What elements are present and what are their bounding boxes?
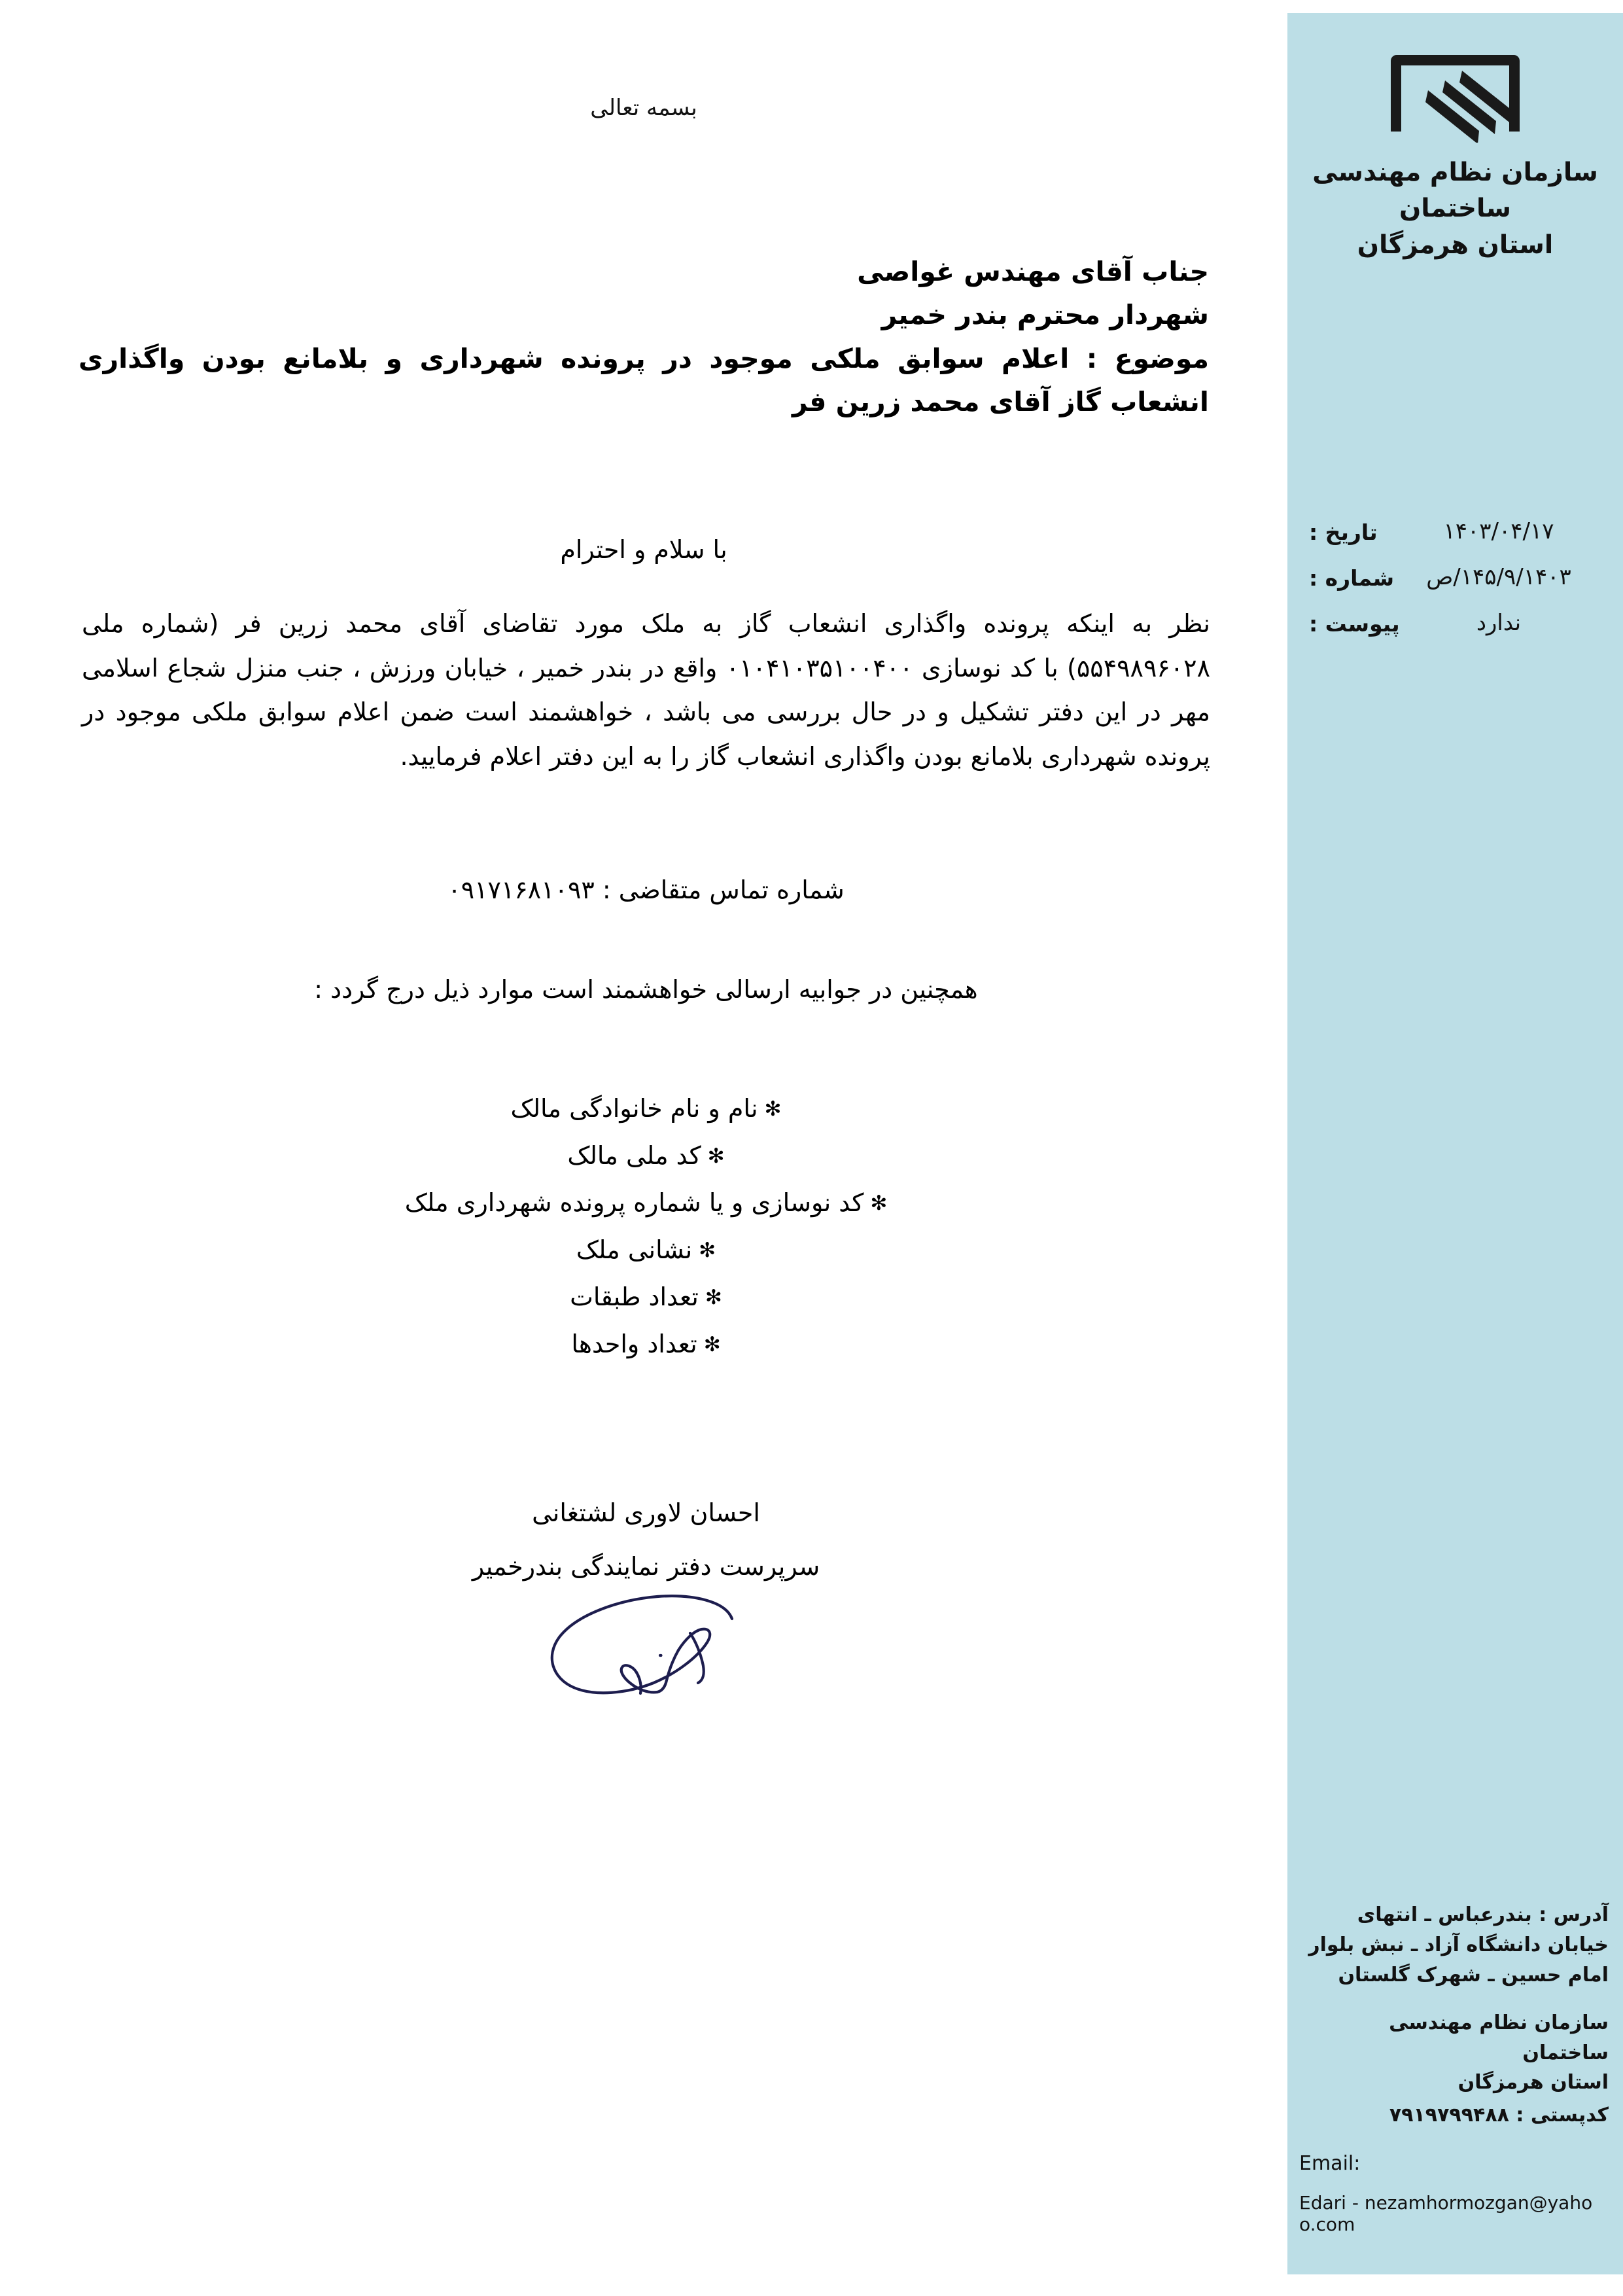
- building-engineering-logo-icon: [1385, 44, 1526, 143]
- second-paragraph: همچنین در جوابیه ارسالی خواهشمند است موارد ذیل درج گردد :: [314, 975, 978, 1004]
- logo-block: [1287, 44, 1623, 263]
- body-paragraph: نظر به اینکه پرونده واگذاری انشعاب گاز به ملک مورد تقاضای آقای محمد زرین فر (شماره ملی ۵۵۴۹۸۹۶۰۲۸) با کد نوسازی ۰۱۰۴۱۰۳۵۱۰۰۴۰۰ واقع در بندر خمیر ، خیابان ورزش ، جنب منزل شجاع اسلامی مهر در این دفتر تشکیل و در حال بررسی می باشد ، خواهشمند است ضمن اعلام سوابق ملکی موجود در پرونده شهرداری بلامانع بودن واگذاری انشعاب گاز را به این دفتر اعلام فرمایید.: [82, 609, 1210, 771]
- list-item: [82, 1235, 1210, 1264]
- list-item: [82, 1330, 1210, 1358]
- asterisk-bullet-icon: ✻: [699, 1239, 716, 1262]
- salutation: با سلام و احترام: [560, 535, 727, 564]
- meta-row-date: [1302, 517, 1610, 554]
- meta-row-attachment: [1302, 609, 1610, 645]
- list-item: [82, 1188, 1210, 1217]
- requested-fields-list: [82, 1094, 1210, 1377]
- number-label: شماره :: [1309, 565, 1395, 591]
- signatory-name: احسان لاوری لشتغانی: [532, 1498, 760, 1527]
- footer-org-line-2: استان هرمزگان: [1457, 2071, 1609, 2094]
- meta-row-number: [1302, 563, 1610, 599]
- letterhead-sidebar: [1287, 13, 1623, 2274]
- date-value: ۱۴۰۳/۰۴/۱۷: [1443, 518, 1554, 544]
- addressee-block: [79, 250, 1209, 424]
- asterisk-bullet-icon: ✻: [707, 1144, 725, 1168]
- letter-meta-block: [1302, 517, 1610, 654]
- org-title-line-1: سازمان نظام مهندسی ساختمان: [1312, 158, 1598, 224]
- addressee-line-1: جناب آقای مهندس غواصی: [857, 256, 1209, 287]
- list-item-label: نام و نام خانوادگی مالک: [510, 1094, 758, 1123]
- basmala-heading: بسمه تعالی: [590, 95, 697, 121]
- handwritten-signature-icon: [538, 1585, 754, 1703]
- list-item: [82, 1282, 1210, 1311]
- asterisk-bullet-icon: ✻: [705, 1286, 722, 1309]
- signature-block: [82, 1498, 1210, 1703]
- subject-line: موضوع : اعلام سوابق ملکی موجود در پرونده شهرداری و بلامانع بودن واگذاری انشعاب گاز آقای محمد زرین فر: [79, 342, 1209, 418]
- asterisk-bullet-icon: ✻: [764, 1097, 782, 1121]
- asterisk-bullet-icon: ✻: [870, 1192, 888, 1215]
- list-item: [82, 1141, 1210, 1170]
- footer-org-line-1: سازمان نظام مهندسی ساختمان: [1389, 2011, 1609, 2064]
- org-title-line-2: استان هرمزگان: [1357, 230, 1554, 260]
- date-label: تاریخ :: [1309, 520, 1378, 545]
- footer-email-label: Email:: [1299, 2152, 1361, 2175]
- footer-contact-block: [1299, 1900, 1609, 2235]
- asterisk-bullet-icon: ✻: [703, 1333, 721, 1356]
- list-item-label: نشانی ملک: [576, 1235, 693, 1264]
- attachment-label: پیوست :: [1309, 611, 1400, 637]
- org-title: [1287, 154, 1623, 263]
- attachment-value: ندارد: [1476, 610, 1522, 636]
- footer-email-value[interactable]: Edari - nezamhormozgan@yahoo.com: [1299, 2192, 1593, 2235]
- footer-postal-code: کدپستی : ۷۹۱۹۷۹۹۴۸۸: [1389, 2104, 1609, 2127]
- list-item-label: کد نوسازی و یا شماره پرونده شهرداری ملک: [404, 1188, 864, 1217]
- list-item: [82, 1094, 1210, 1123]
- footer-address: آدرس : بندرعباس ـ انتهای خیابان دانشگاه آزاد ـ نبش بلوار امام حسین ـ شهرک گلستان: [1308, 1903, 1609, 1987]
- number-value: ۱۴۵/۹/۱۴۰۳/ص: [1426, 564, 1571, 590]
- addressee-line-2: شهردار محترم بندر خمیر: [881, 299, 1209, 331]
- signatory-role: سرپرست دفتر نمایندگی بندرخمیر: [472, 1552, 820, 1581]
- list-item-label: تعداد طبقات: [570, 1282, 699, 1311]
- list-item-label: کد ملی مالک: [567, 1141, 701, 1170]
- list-item-label: تعداد واحدها: [571, 1330, 697, 1358]
- applicant-phone-line: شماره تماس متقاضی : ۰۹۱۷۱۶۸۱۰۹۳: [447, 875, 845, 904]
